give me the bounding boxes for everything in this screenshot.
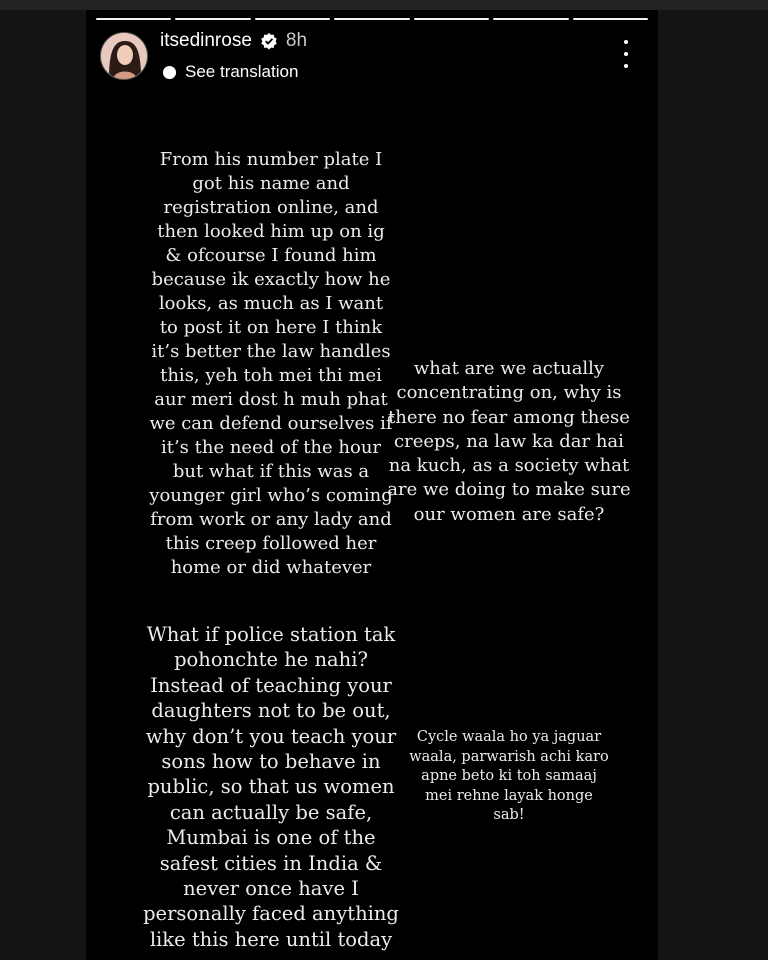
avatar[interactable] xyxy=(100,32,148,80)
top-bar xyxy=(0,0,768,10)
verified-badge-icon xyxy=(260,32,278,50)
username[interactable]: itsedinrose xyxy=(160,30,252,51)
story-header xyxy=(160,30,307,52)
progress-segment xyxy=(334,18,409,20)
time-ago: 8h xyxy=(285,30,308,51)
see-translation-label: See translation xyxy=(185,62,299,81)
story-text-block-2: what are we actually concentrating on, why is there no fear among these creeps, na law ka dar hai na kuch, as a society what are we doing to make sure our women are safe? xyxy=(387,358,631,525)
avatar-image xyxy=(101,33,147,79)
translate-dot-icon xyxy=(162,65,177,80)
story-text-block-1: From his number plate I got his name and registration online, and then looked him up on ig & ofcourse I found him because ik exactly how he looks, as much as I want to post it on here I think it’s better the law handles this, yeh toh mei thi mei aur meri dost h muh phat we can defend ourselves if it’s the need of the hour but what if this was a younger girl who’s coming from work or any lady and this creep followed her home or did whatever xyxy=(149,149,393,578)
story-text-block-3: What if police station tak pohonchte he nahi? Instead of teaching your daughters not to be out, why don’t you teach your sons how to behave in public, so that us women can actually be safe, Mumbai is one of the safest cities in India & never once have I personally faced anything like this here until today xyxy=(143,623,399,951)
progress-segment xyxy=(96,18,171,20)
progress-segment xyxy=(493,18,568,20)
see-translation-button[interactable] xyxy=(162,62,298,82)
progress-segment xyxy=(414,18,489,20)
progress-segment xyxy=(573,18,648,20)
story-text-block-4: Cycle waala ho ya jaguar waala, parwarish achi karo apne beto ki toh samaaj mei rehne layak honge sab! xyxy=(409,729,609,824)
story-viewer[interactable] xyxy=(86,10,658,960)
story-progress-bar xyxy=(96,18,648,20)
more-vertical-icon[interactable] xyxy=(616,40,636,68)
progress-segment xyxy=(255,18,330,20)
progress-segment xyxy=(175,18,250,20)
